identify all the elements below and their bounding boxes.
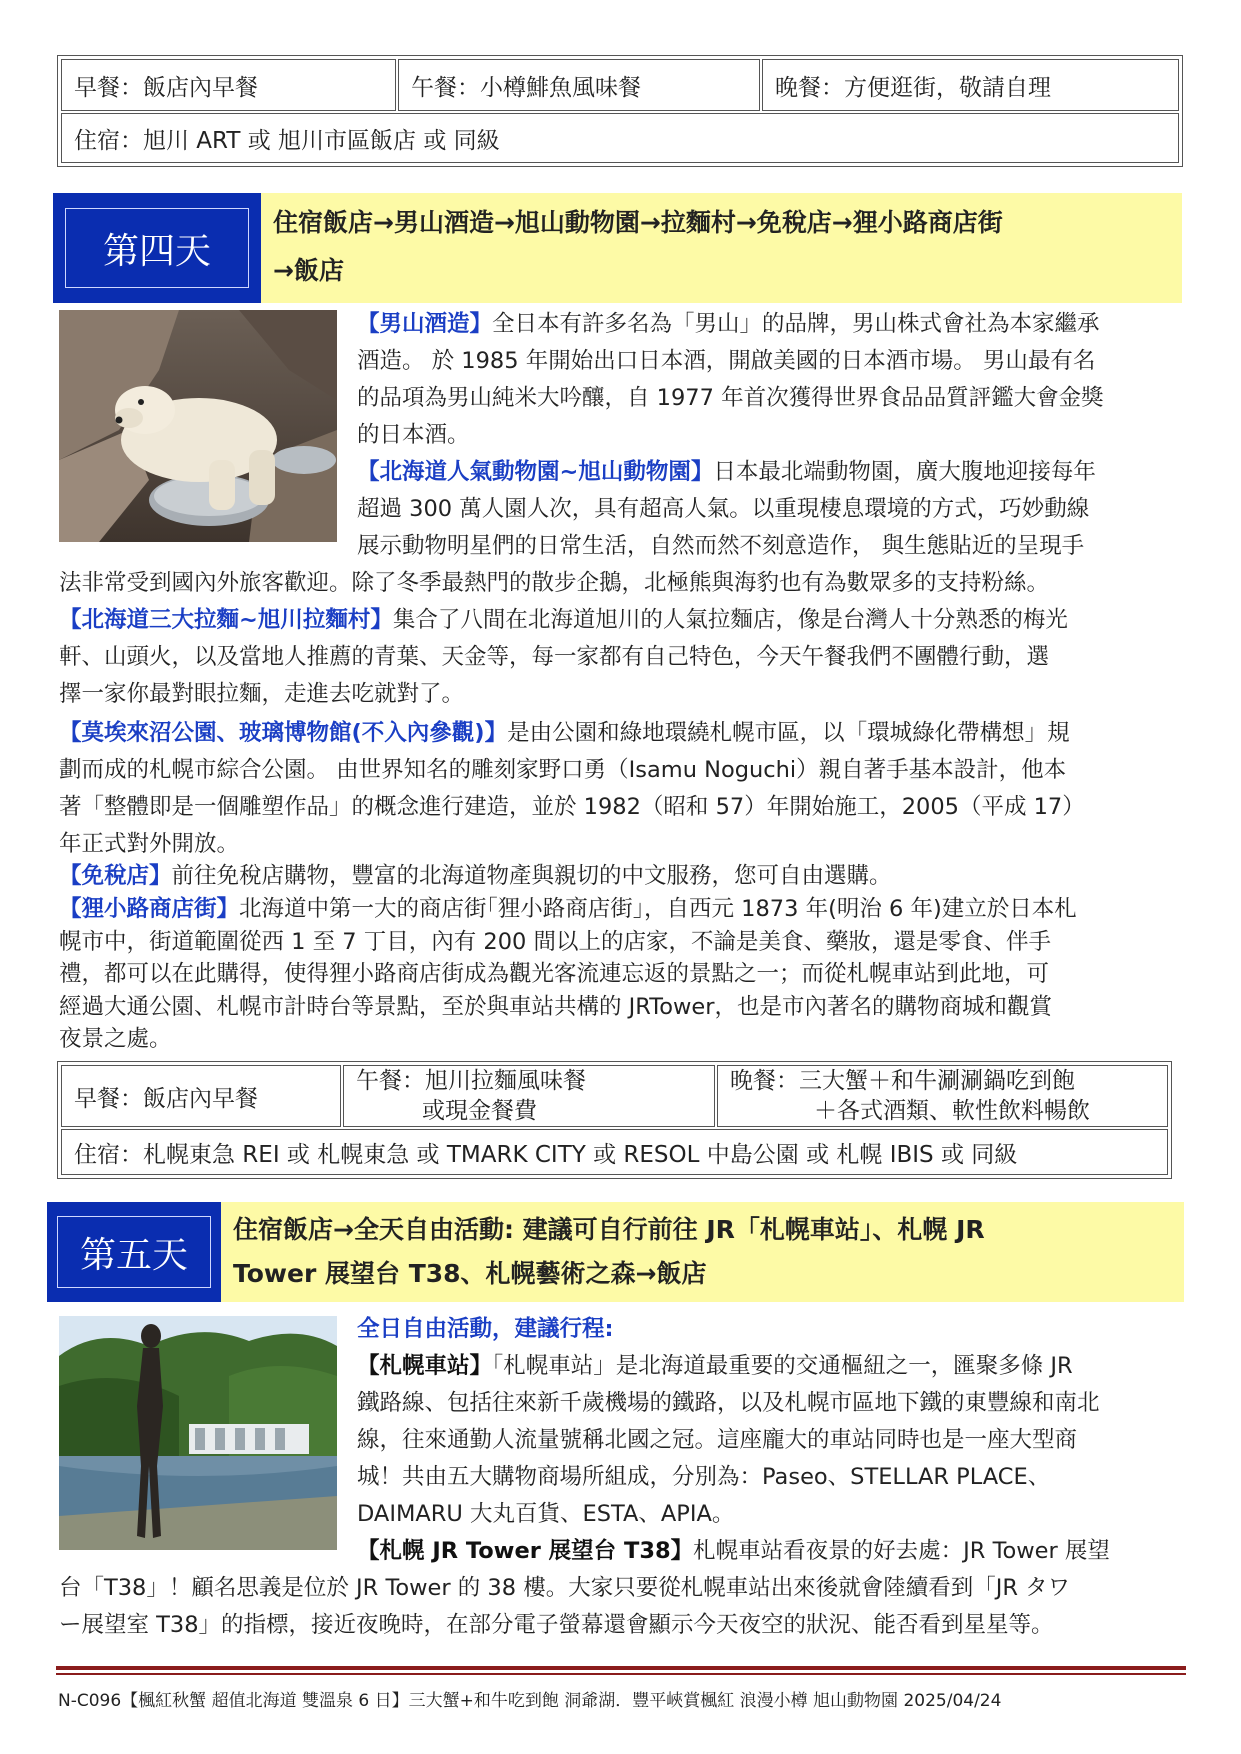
day4-hotel: 住宿：札幌東急 REI 或 札幌東急 或 TMARK CITY 或 RESOL 中島公園 或 札幌 IBIS 或 同級 [61,1129,1168,1175]
day4-section-asahiyama-zoo [357,454,1187,565]
section-line: 的品項為男山純米大吟釀，自 1977 年首次獲得世界食品品質評鑑大會金獎 [357,385,1104,411]
day5-label-text: 第五天 [57,1216,210,1288]
day4-dinner-line1: 晚餐：三大蟹＋和牛涮涮鍋吃到飽 [730,1068,1075,1094]
day4-label-text: 第四天 [65,208,248,287]
day3-breakfast: 早餐：飯店內早餐 [61,59,396,111]
section-line: ー展望室 T38」的指標，接近夜晚時，在部分電子螢幕還會顯示今天夜空的狀況、能否看到星星等。 [59,1612,1054,1638]
section-line [59,602,1189,639]
section-text: 日本最北端動物園，廣大腹地迎接每年 [713,459,1096,485]
section-line: 超過 300 萬人園人次，具有超高人氣。以重現棲息環境的方式，巧妙動線 [357,496,1090,522]
day4-dinner [717,1065,1168,1127]
section-line: 鐵路線、包括往來新千歲機場的鐵路，以及札幌市區地下鐵的東豐線和南北 [357,1390,1100,1416]
section-title: 【札幌 JR Tower 展望台 T38】 [357,1538,694,1564]
section-line: 的日本酒。 [357,422,470,448]
day4-section-ramen-village [59,602,1189,713]
day4-lunch-line1: 午餐：旭川拉麵風味餐 [356,1068,586,1094]
section-title: 【男山酒造】 [357,311,493,337]
footer-text: N-C096【楓紅秋蟹 超值北海道 雙溫泉 6 日】三大蟹+和牛吃到飽 洞爺湖．豐平峽賞楓紅 浪漫小樽 旭山動物園 2025/04/24 [58,1691,1002,1711]
section-title: 【狸小路商店街】 [59,896,240,922]
section-line: 禮，都可以在此購得，使得狸小路商店街成為觀光客流連忘返的景點之一；而從札幌車站到此地，可 [59,961,1050,987]
section-line: 法非常受到國內外旅客歡迎。除了冬季最熱門的散步企鵝，北極熊與海豹也有為數眾多的支持粉絲。 [59,570,1050,596]
section-line [59,893,1189,926]
polar-bear-photo [59,310,337,542]
polar-bear-icon [59,310,337,542]
section-line [357,1348,1187,1385]
day4-route [261,193,1182,303]
section-text: 全日本有許多名為「男山」的品牌，男山株式會社為本家繼承 [492,311,1100,337]
day4-lunch-line2: 或現金餐費 [422,1098,537,1124]
sculpture-park-icon [59,1316,337,1550]
section-line: 經過大通公園、札幌市計時台等景點，至於與車站共構的 JRTower，也是市內著名的購物商城和觀賞 [59,993,1052,1020]
section-title: 【莫埃來沼公園、玻璃博物館(不入內參觀)】 [59,720,508,746]
day4-section-otokoyama [357,306,1187,454]
section-text: 集合了八間在北海道旭川的人氣拉麵店，像是台灣人十分熟悉的梅光 [392,607,1068,633]
section-line [59,715,1189,752]
day5-intro-text: 全日自由活動，建議行程: [357,1316,614,1342]
day5-intro [357,1311,1187,1348]
section-line: 劃而成的札幌市綜合公園。 由世界知名的雕刻家野口勇（Isamu Noguchi）親自著手基本設計，他本 [59,757,1067,783]
section-line: 軒、山頭火，以及當地人推薦的青葉、天金等，每一家都有自己特色，今天午餐我們不團體行動，選 [59,644,1050,670]
section-line [357,454,1187,491]
section-line: DAIMARU 大丸百貨、ESTA、APIA。 [357,1501,735,1527]
section-line: 著「整體即是一個雕塑作品」的概念進行建造，並於 1982（昭和 57）年開始施工，2005（平成 17） [59,794,1085,820]
section-title: 【北海道人氣動物園~旭山動物園】 [357,459,714,485]
section-line: 線，往來通勤人流量號稱北國之冠。這座龐大的車站同時也是一座大型商 [357,1427,1078,1453]
section-text: 「札幌車站」是北海道最重要的交通樞紐之一，匯聚多條 JR [492,1353,1073,1379]
sculpture-park-photo [59,1316,337,1550]
section-text: 前往免稅店購物，豐富的北海道物產與親切的中文服務，您可自由選購。 [171,863,892,889]
section-text: 北海道中第一大的商店街｢狸小路商店街｣，自西元 1873 年(明治 6 年)建立於日本札 [239,896,1077,922]
day5-route-line2: Tower 展望台 T38、札幌藝術之森→飯店 [233,1259,707,1288]
day4-dinner-line2: ＋各式酒類、軟性飲料暢飲 [814,1098,1090,1124]
day5-section-sapporo-station [357,1348,1187,1533]
section-line: 幌市中，街道範圍從西 1 至 7 丁目，內有 200 間以上的店家，不論是美食、藥妝，還是零食、伴手 [59,928,1051,955]
section-line [357,1533,1187,1570]
section-line: 酒造。 於 1985 年開始出口日本酒，開啟美國的日本酒市場。 男山最有名 [357,348,1096,374]
section-line: 擇一家你最對眼拉麵，走進去吃就對了。 [59,681,465,707]
day5-section-jr-tower-wrap [59,1570,1189,1644]
day5-route [221,1202,1184,1302]
day3-dinner: 晚餐：方便逛街，敬請自理 [762,59,1179,111]
day4-label [53,193,261,303]
day4-route-line2: →飯店 [273,256,344,285]
day4-lunch [343,1065,715,1127]
section-line: 台「T38」！顧名思義是位於 JR Tower 的 38 樓。大家只要從札幌車站出來後就會陸續看到「JR タワ [59,1575,1071,1601]
section-title: 【北海道三大拉麵~旭川拉麵村】 [59,607,393,633]
section-line: 年正式對外開放。 [59,831,240,857]
day4-section-tanukikoji [59,893,1189,1056]
day5-label [47,1202,221,1302]
day4-section-duty-free [59,860,1189,892]
footer-rule-thick [56,1666,1186,1670]
day3-hotel: 住宿：旭川 ART 或 旭川市區飯店 或 同級 [61,113,1179,163]
day5-route-line1: 住宿飯店→全天自由活動: 建議可自行前往 JR「札幌車站」、札幌 JR [233,1215,985,1244]
footer-rule-thin [56,1673,1186,1675]
section-line [59,860,1189,892]
section-line: 夜景之處。 [59,1026,172,1052]
section-line: 城！共由五大購物商場所組成，分別為：Paseo、STELLAR PLACE、 [357,1464,1051,1490]
day3-lunch: 午餐：小樽鯡魚風味餐 [398,59,760,111]
section-title: 【免稅店】 [59,863,172,889]
day4-breakfast: 早餐：飯店內早餐 [61,1065,341,1127]
day4-route-line1: 住宿飯店→男山酒造→旭山動物園→拉麵村→免稅店→狸小路商店街 [273,208,1003,237]
section-text: 是由公園和綠地環繞札幌市區，以「環城綠化帶構想」規 [507,720,1070,746]
day4-section-moerenuma-park [59,715,1189,863]
section-title: 【札幌車站】 [357,1353,493,1379]
day5-section-jr-tower [357,1533,1187,1570]
section-text: 札幌車站看夜景的好去處：JR Tower 展望 [693,1538,1110,1564]
section-line: 展示動物明星們的日常生活，自然而然不刻意造作， 與生態貼近的呈現手 [357,533,1085,559]
day4-section-asahiyama-zoo-wrap [59,565,1189,602]
section-line [357,306,1187,343]
